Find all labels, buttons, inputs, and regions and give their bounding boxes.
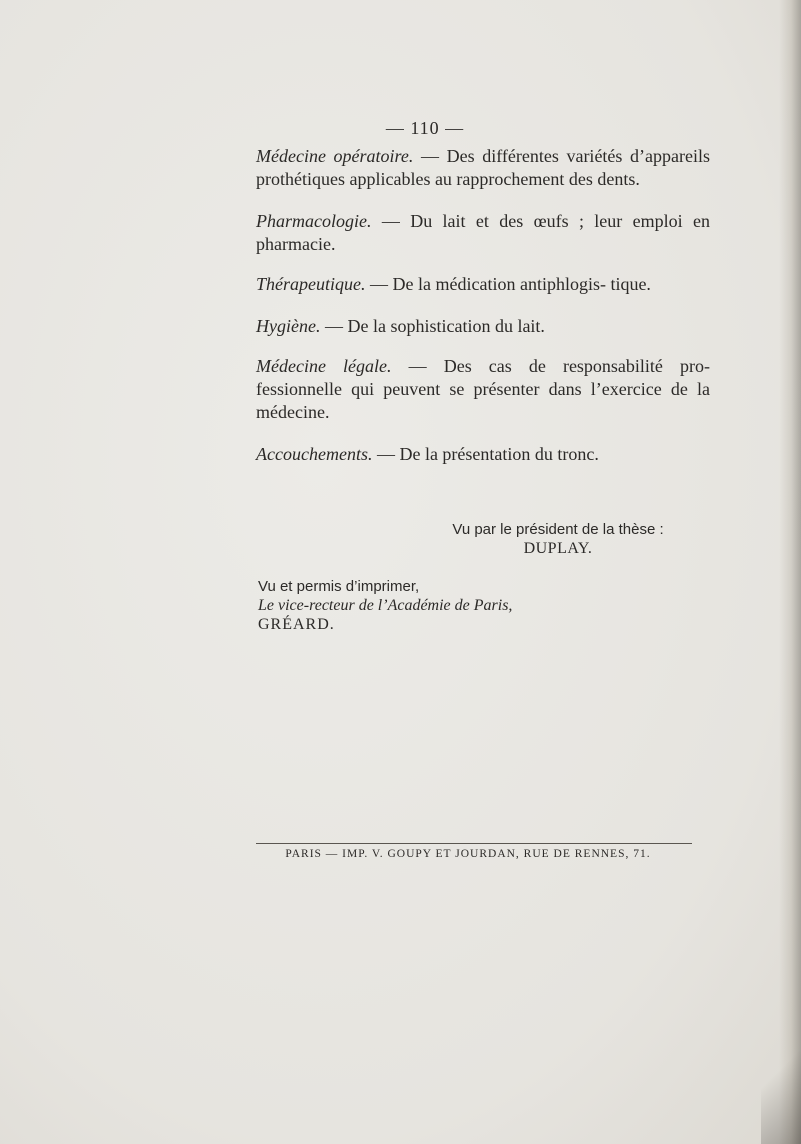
imprimatur-title: Le vice-recteur de l’Académie de Paris, [258, 597, 513, 614]
president-approval [452, 520, 663, 558]
question-text: — De la sophistication du lait. [320, 316, 545, 336]
question-text: — Des différentes variétés d’appareils prothétiques applicables au rapprochement des dents. [256, 146, 710, 189]
president-name: DUPLAY. [523, 540, 593, 557]
question-paragraph [256, 315, 710, 338]
question-paragraph [256, 273, 710, 296]
question-heading: Thérapeutique. [256, 274, 366, 294]
question-heading: Accouchements. [256, 444, 373, 464]
vice-rector-name: GRÉARD. [258, 616, 335, 633]
imprimatur-line: Vu et permis d’imprimer, [258, 578, 420, 595]
question-heading: Hygiène. [256, 316, 321, 336]
thesis-questions [256, 145, 710, 466]
question-heading: Médecine légale. [256, 356, 392, 376]
approval-line: Vu par le président de la thèse : [452, 521, 664, 538]
footer-rule [256, 843, 692, 844]
page-edge-shadow [779, 0, 801, 1144]
question-heading: Pharmacologie. [256, 211, 372, 231]
question-paragraph [256, 355, 710, 424]
printer-imprint: PARIS — IMP. V. GOUPY ET JOURDAN, RUE DE RENNES, 71. [285, 848, 651, 860]
page-number: — 110 — [385, 118, 465, 138]
page-corner-shadow [761, 1024, 801, 1144]
question-text: — Des cas de responsabilité pro- fessionnelle qui peuvent se présenter dans l’exercice de la médecine. [256, 356, 710, 422]
question-text: — De la médication antiphlogis- tique. [365, 274, 651, 294]
question-heading: Médecine opératoire. [256, 146, 414, 166]
question-paragraph [256, 210, 710, 256]
question-paragraph [256, 145, 710, 191]
imprimatur-block [258, 577, 512, 634]
question-text: — De la présentation du tronc. [372, 444, 599, 464]
question-text: — Du lait et des œufs ; leur emploi en pharmacie. [256, 211, 710, 254]
question-paragraph [256, 443, 710, 466]
